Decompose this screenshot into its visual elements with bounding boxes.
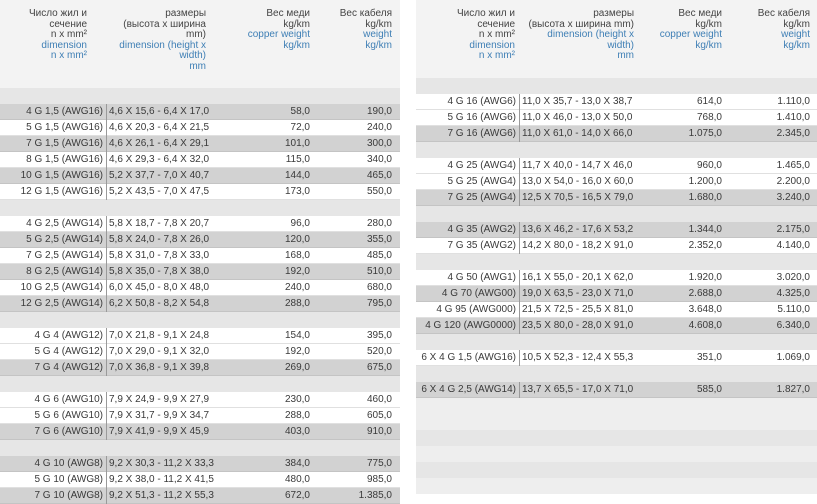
cores-cell: 4 G 120 (AWG0000) (425, 320, 516, 331)
table-row (0, 296, 400, 312)
table-row (0, 216, 400, 232)
header-copper-weight: Вес меди kg/km copper weight kg/km (247, 8, 310, 51)
group-separator (416, 254, 817, 270)
cable-weight-cell: 1.410,0 (776, 112, 810, 123)
group-separator (416, 430, 817, 446)
group-separator (416, 478, 817, 494)
cable-weight-cell: 795,0 (366, 298, 392, 309)
copper-weight-cell: 192,0 (284, 266, 310, 277)
group-separator (416, 462, 817, 478)
cable-weight-cell: 1.069,0 (776, 352, 810, 363)
cable-weight-cell: 5.110,0 (777, 304, 810, 315)
copper-weight-cell: 768,0 (696, 112, 722, 123)
copper-weight-cell: 672,0 (284, 490, 310, 501)
copper-weight-cell: 269,0 (284, 362, 310, 373)
cores-cell: 7 G 35 (AWG2) (447, 240, 516, 251)
cable-weight-cell: 465,0 (366, 170, 392, 181)
dimensions-cell: 9,2 X 38,0 - 11,2 X 41,5 (106, 472, 221, 488)
copper-weight-cell: 288,0 (284, 298, 310, 309)
copper-weight-cell: 154,0 (284, 330, 310, 341)
group-separator (0, 440, 400, 456)
group-separator (416, 398, 817, 414)
copper-weight-cell: 96,0 (290, 218, 310, 229)
group-separator (0, 376, 400, 392)
cable-weight-cell: 4.140,0 (776, 240, 810, 251)
cores-cell: 4 G 95 (AWG000) (436, 304, 516, 315)
copper-weight-cell: 192,0 (284, 346, 310, 357)
dimensions-cell: 4,6 X 29,3 - 6,4 X 32,0 (106, 152, 221, 168)
left-table (0, 0, 400, 501)
group-separator (416, 206, 817, 222)
dimensions-cell: 5,2 X 37,7 - 7,0 X 40,7 (106, 168, 221, 184)
table-row (0, 488, 400, 504)
dimensions-cell: 7,0 X 36,8 - 9,1 X 39,8 (106, 360, 221, 376)
cable-weight-cell: 2.175,0 (776, 224, 810, 235)
table-row (0, 472, 400, 488)
dimensions-cell: 4,6 X 15,6 - 6,4 X 17,0 (106, 104, 221, 120)
table-row (0, 104, 400, 120)
cores-cell: 5 G 6 (AWG10) (34, 410, 103, 421)
copper-weight-cell: 101,0 (284, 138, 310, 149)
table-row (0, 456, 400, 472)
copper-weight-cell: 960,0 (696, 160, 722, 171)
dimensions-cell: 13,6 X 46,2 - 17,6 X 53,2 (519, 222, 642, 238)
cores-cell: 4 G 6 (AWG10) (34, 394, 103, 405)
cores-cell: 4 G 35 (AWG2) (447, 224, 516, 235)
cores-cell: 7 G 10 (AWG8) (34, 490, 103, 501)
header-dimensions: размеры (высота х ширина mm) dimension (height x width) mm (119, 8, 206, 72)
dimensions-cell: 12,5 X 70,5 - 16,5 X 79,0 (519, 190, 642, 206)
cores-cell: 10 G 1,5 (AWG16) (20, 170, 103, 181)
dimensions-cell: 19,0 X 63,5 - 23,0 X 71,0 (519, 286, 642, 302)
cores-cell: 5 G 1,5 (AWG16) (26, 122, 103, 133)
copper-weight-cell: 144,0 (284, 170, 310, 181)
cores-cell: 4 G 16 (AWG6) (447, 96, 516, 107)
cable-weight-cell: 3.020,0 (776, 272, 810, 283)
table-row (416, 286, 817, 302)
cores-cell: 4 G 10 (AWG8) (34, 458, 103, 469)
dimensions-cell: 6,2 X 50,8 - 8,2 X 54,8 (106, 296, 221, 312)
dimensions-cell: 6,0 X 45,0 - 8,0 X 48,0 (106, 280, 221, 296)
right-table (416, 0, 817, 501)
table-row (0, 344, 400, 360)
copper-weight-cell: 585,0 (696, 384, 722, 395)
dimensions-cell: 9,2 X 51,3 - 11,2 X 55,3 (106, 488, 221, 504)
cable-weight-cell: 4.325,0 (776, 288, 810, 299)
cores-cell: 6 X 4 G 2,5 (AWG14) (421, 384, 516, 395)
dimensions-cell: 5,2 X 43,5 - 7,0 X 47,5 (106, 184, 221, 200)
dimensions-cell: 7,9 X 24,9 - 9,9 X 27,9 (106, 392, 221, 408)
cable-weight-cell: 300,0 (366, 138, 392, 149)
table-row (0, 136, 400, 152)
copper-weight-cell: 384,0 (284, 458, 310, 469)
cores-cell: 4 G 50 (AWG1) (447, 272, 516, 283)
dimensions-cell: 10,5 X 52,3 - 12,4 X 55,3 (519, 350, 642, 366)
table-row (416, 158, 817, 174)
copper-weight-cell: 115,0 (285, 154, 310, 165)
cores-cell: 4 G 25 (AWG4) (447, 160, 516, 171)
table-row (0, 408, 400, 424)
cable-weight-cell: 775,0 (366, 458, 392, 469)
dimensions-cell: 5,8 X 18,7 - 7,8 X 20,7 (106, 216, 221, 232)
cores-cell: 4 G 4 (AWG12) (34, 330, 103, 341)
table-row (416, 238, 817, 254)
copper-weight-cell: 1.680,0 (688, 192, 722, 203)
copper-weight-cell: 480,0 (284, 474, 310, 485)
group-separator (416, 142, 817, 158)
cores-cell: 6 X 4 G 1,5 (AWG16) (421, 352, 516, 363)
copper-weight-cell: 173,0 (284, 186, 310, 197)
copper-weight-cell: 72,0 (290, 122, 310, 133)
dimensions-cell: 5,8 X 31,0 - 7,8 X 33,0 (106, 248, 221, 264)
copper-weight-cell: 230,0 (284, 394, 310, 405)
cores-cell: 7 G 2,5 (AWG14) (26, 250, 103, 261)
cable-weight-cell: 460,0 (366, 394, 392, 405)
cable-weight-cell: 550,0 (366, 186, 392, 197)
cable-weight-cell: 395,0 (366, 330, 392, 341)
dimensions-cell: 7,0 X 29,0 - 9,1 X 32,0 (106, 344, 221, 360)
cores-cell: 5 G 2,5 (AWG14) (26, 234, 103, 245)
table-row (416, 222, 817, 238)
dimensions-cell: 23,5 X 80,0 - 28,0 X 91,0 (519, 318, 642, 334)
dimensions-cell: 9,2 X 30,3 - 11,2 X 33,3 (106, 456, 221, 472)
cores-cell: 8 G 2,5 (AWG14) (26, 266, 103, 277)
table-row (0, 120, 400, 136)
cable-weight-cell: 985,0 (366, 474, 392, 485)
table-row (416, 126, 817, 142)
table-row (0, 184, 400, 200)
header-cores: Число жил и сечение n x mm² dimension n x mm² (456, 8, 515, 61)
group-separator (416, 414, 817, 430)
dimensions-cell: 7,0 X 21,8 - 9,1 X 24,8 (106, 328, 221, 344)
dimensions-cell: 7,9 X 31,7 - 9,9 X 34,7 (106, 408, 221, 424)
table-row (416, 174, 817, 190)
copper-weight-cell: 1.075,0 (688, 128, 722, 139)
table-row (0, 392, 400, 408)
copper-weight-cell: 240,0 (284, 282, 310, 293)
cores-cell: 5 G 10 (AWG8) (34, 474, 103, 485)
group-separator (0, 312, 400, 328)
cable-weight-cell: 340,0 (366, 154, 392, 165)
group-separator (0, 88, 400, 104)
copper-weight-cell: 288,0 (284, 410, 310, 421)
cable-weight-cell: 2.345,0 (776, 128, 810, 139)
table-row (0, 328, 400, 344)
header-cable-weight: Вес кабеля kg/km weight kg/km (757, 8, 810, 51)
table-row (416, 270, 817, 286)
cores-cell: 12 G 2,5 (AWG14) (20, 298, 103, 309)
left-table-header (0, 0, 400, 88)
copper-weight-cell: 614,0 (696, 96, 722, 107)
cable-weight-cell: 1.110,0 (777, 96, 810, 107)
dimensions-cell: 11,0 X 46,0 - 13,0 X 50,0 (519, 110, 642, 126)
copper-weight-cell: 2.352,0 (688, 240, 722, 251)
table-row (416, 382, 817, 398)
dimensions-cell: 11,0 X 35,7 - 13,0 X 38,7 (519, 94, 642, 110)
table-row (416, 190, 817, 206)
table-row (0, 424, 400, 440)
dimensions-cell: 11,7 X 40,0 - 14,7 X 46,0 (519, 158, 642, 174)
cores-cell: 5 G 4 (AWG12) (34, 346, 103, 357)
copper-weight-cell: 58,0 (290, 106, 310, 117)
copper-weight-cell: 1.920,0 (688, 272, 722, 283)
dimensions-cell: 13,0 X 54,0 - 16,0 X 60,0 (519, 174, 642, 190)
copper-weight-cell: 2.688,0 (688, 288, 722, 299)
dimensions-cell: 5,8 X 35,0 - 7,8 X 38,0 (106, 264, 221, 280)
cores-cell: 12 G 1,5 (AWG16) (20, 186, 103, 197)
table-row (0, 280, 400, 296)
cores-cell: 4 G 2,5 (AWG14) (26, 218, 103, 229)
group-separator (416, 446, 817, 462)
cores-cell: 8 G 1,5 (AWG16) (26, 154, 103, 165)
group-separator (0, 200, 400, 216)
cable-weight-cell: 1.385,0 (358, 490, 392, 501)
cores-cell: 7 G 4 (AWG12) (34, 362, 103, 373)
cable-weight-cell: 910,0 (366, 426, 392, 437)
header-dimensions: размеры (высота х ширина mm) dimension (height x width) mm (528, 8, 634, 61)
dimensions-cell: 5,8 X 24,0 - 7,8 X 26,0 (106, 232, 221, 248)
cable-weight-cell: 520,0 (366, 346, 392, 357)
group-separator (416, 366, 817, 382)
cores-cell: 7 G 16 (AWG6) (447, 128, 516, 139)
cable-weight-cell: 190,0 (366, 106, 392, 117)
table-row (0, 152, 400, 168)
right-table-body (416, 78, 817, 494)
cable-weight-cell: 605,0 (366, 410, 392, 421)
dimensions-cell: 21,5 X 72,5 - 25,5 X 81,0 (519, 302, 642, 318)
left-table-body (0, 88, 400, 504)
dimensions-cell: 11,0 X 61,0 - 14,0 X 66,0 (519, 126, 642, 142)
right-table-header (416, 0, 817, 78)
dimensions-cell: 13,7 X 65,5 - 17,0 X 71,0 (519, 382, 642, 398)
cable-weight-cell: 2.200,0 (776, 176, 810, 187)
table-row (416, 318, 817, 334)
dimensions-cell: 16,1 X 55,0 - 20,1 X 62,0 (519, 270, 642, 286)
cable-weight-cell: 1.465,0 (776, 160, 810, 171)
table-row (416, 302, 817, 318)
cores-cell: 4 G 1,5 (AWG16) (26, 106, 103, 117)
cores-cell: 5 G 25 (AWG4) (447, 176, 516, 187)
table-row (0, 360, 400, 376)
dimensions-cell: 4,6 X 20,3 - 6,4 X 21,5 (106, 120, 221, 136)
cores-cell: 7 G 1,5 (AWG16) (26, 138, 103, 149)
cable-weight-cell: 510,0 (366, 266, 392, 277)
table-row (0, 264, 400, 280)
copper-weight-cell: 120,0 (284, 234, 310, 245)
copper-weight-cell: 1.200,0 (688, 176, 722, 187)
cable-weight-cell: 675,0 (366, 362, 392, 373)
cable-weight-cell: 680,0 (366, 282, 392, 293)
copper-weight-cell: 3.648,0 (688, 304, 722, 315)
dimensions-cell: 7,9 X 41,9 - 9,9 X 45,9 (106, 424, 221, 440)
cable-weight-cell: 280,0 (366, 218, 392, 229)
cores-cell: 7 G 6 (AWG10) (34, 426, 103, 437)
cable-weight-cell: 1.827,0 (776, 384, 810, 395)
table-row (416, 94, 817, 110)
dimensions-cell: 4,6 X 26,1 - 6,4 X 29,1 (106, 136, 221, 152)
header-cable-weight: Вес кабеля kg/km weight kg/km (339, 8, 392, 51)
dimensions-cell: 14,2 X 80,0 - 18,2 X 91,0 (519, 238, 642, 254)
copper-weight-cell: 1.344,0 (688, 224, 722, 235)
copper-weight-cell: 351,0 (696, 352, 722, 363)
cores-cell: 4 G 70 (AWG00) (441, 288, 516, 299)
table-row (416, 350, 817, 366)
copper-weight-cell: 403,0 (284, 426, 310, 437)
header-cores: Число жил и сечение n x mm² dimension n x mm² (28, 8, 87, 61)
cable-weight-cell: 3.240,0 (776, 192, 810, 203)
cable-weight-cell: 485,0 (366, 250, 392, 261)
table-row (0, 232, 400, 248)
group-separator (416, 78, 817, 94)
cable-weight-cell: 6.340,0 (776, 320, 810, 331)
copper-weight-cell: 4.608,0 (688, 320, 722, 331)
group-separator (416, 334, 817, 350)
cores-cell: 10 G 2,5 (AWG14) (20, 282, 103, 293)
copper-weight-cell: 168,0 (284, 250, 310, 261)
cable-weight-cell: 240,0 (366, 122, 392, 133)
table-row (416, 110, 817, 126)
table-row (0, 168, 400, 184)
header-copper-weight: Вес меди kg/km copper weight kg/km (659, 8, 722, 51)
cable-weight-cell: 355,0 (366, 234, 392, 245)
cores-cell: 7 G 25 (AWG4) (447, 192, 516, 203)
cores-cell: 5 G 16 (AWG6) (447, 112, 516, 123)
table-row (0, 248, 400, 264)
